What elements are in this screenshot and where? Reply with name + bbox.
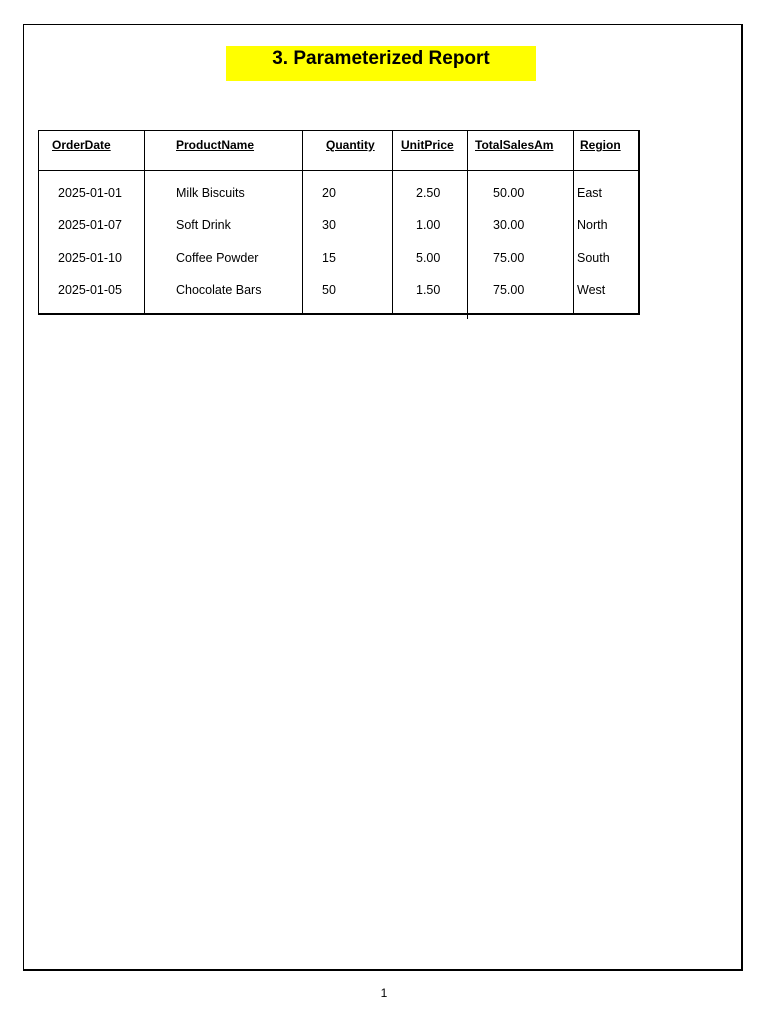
column-divider [573,131,574,314]
page-number: 1 [380,986,388,1000]
table-cell: 1.50 [416,283,441,297]
report-title: 3. Parameterized Report [272,48,490,69]
table-cell: 30.00 [493,218,525,232]
table-cell: 2025-01-05 [58,283,122,297]
table-cell: Milk Biscuits [176,186,245,200]
header-divider [39,170,638,171]
table-cell: 2025-01-10 [58,251,122,265]
table-cell: West [577,283,606,297]
table-cell: 2025-01-01 [58,186,122,200]
table-cell: 15 [322,251,336,265]
column-header-quantity: Quantity [326,138,375,152]
table-cell: 75.00 [493,251,525,265]
column-divider [467,131,468,319]
table-cell: 50 [322,283,336,297]
report-table [38,130,640,315]
table-cell: East [577,186,603,200]
table-cell: 20 [322,186,336,200]
table-cell: 75.00 [493,283,525,297]
table-cell: Chocolate Bars [176,283,262,297]
column-divider [302,131,303,314]
table-cell: Soft Drink [176,218,231,232]
table-cell: South [577,251,610,265]
column-divider [144,131,145,314]
table-cell: 1.00 [416,218,441,232]
column-divider [392,131,393,314]
table-cell: 5.00 [416,251,441,265]
table-cell: 2.50 [416,186,441,200]
table-cell: Coffee Powder [176,251,259,265]
column-header-totalsalesamount: TotalSalesAm [475,138,554,152]
column-header-unitprice: UnitPrice [401,138,454,152]
table-cell: 30 [322,218,336,232]
report-title-box [226,46,536,81]
column-header-orderdate: OrderDate [52,138,111,152]
table-cell: 2025-01-07 [58,218,122,232]
table-cell: 50.00 [493,186,525,200]
column-header-region: Region [580,138,621,152]
table-cell: North [577,218,608,232]
column-header-productname: ProductName [176,138,255,152]
